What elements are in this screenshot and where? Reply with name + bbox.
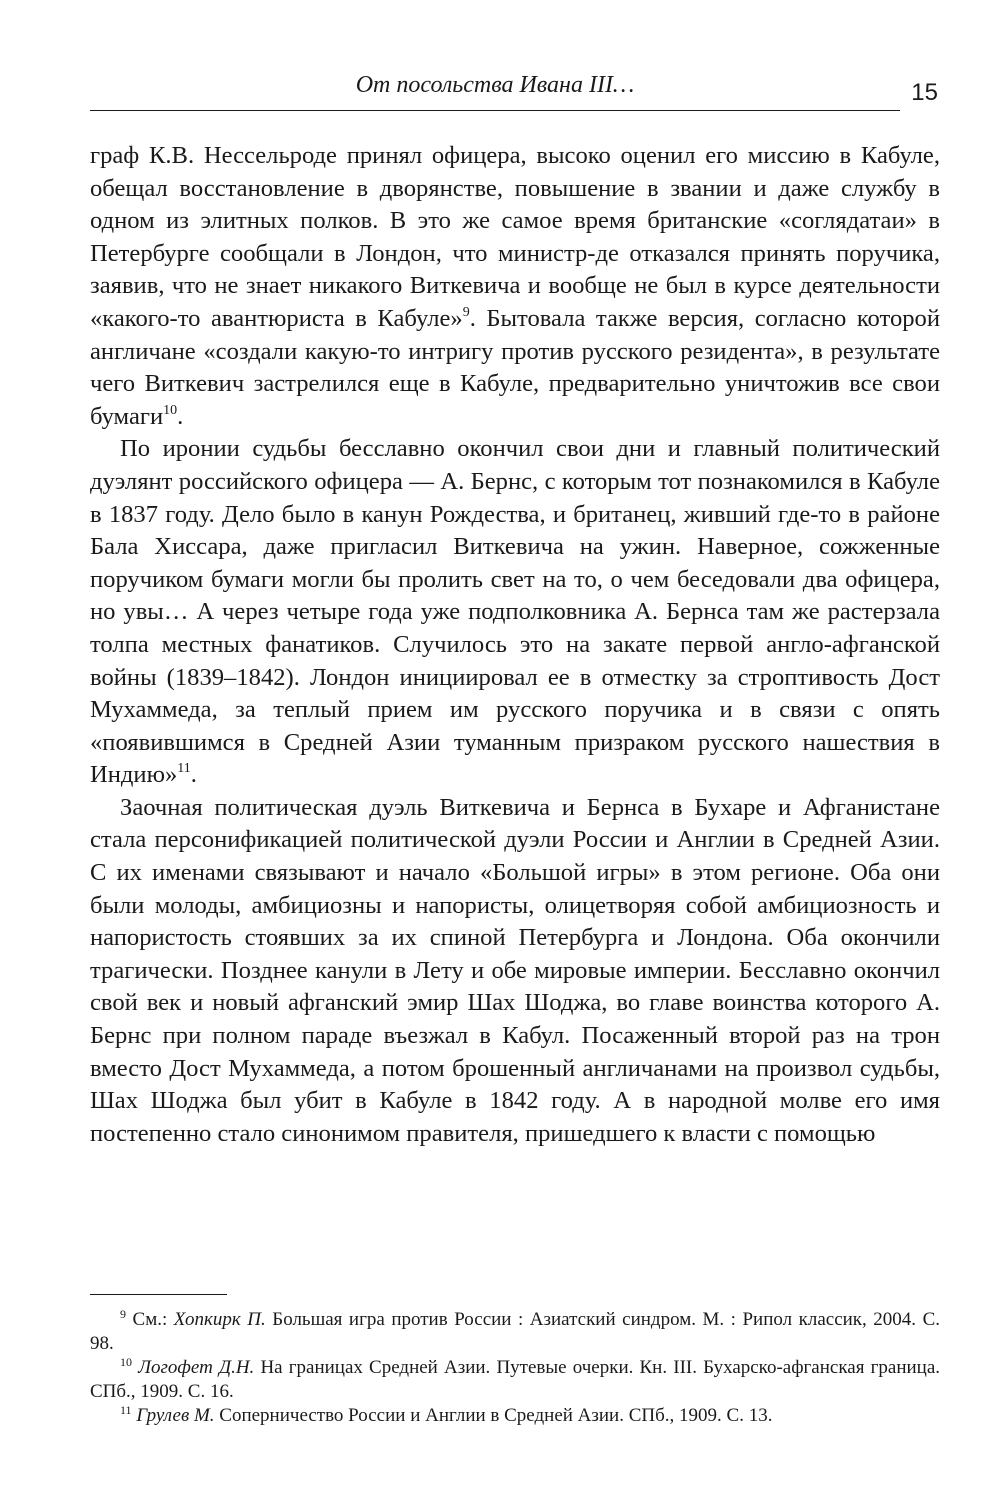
- paragraph-1: [90, 140, 940, 433]
- footnote-number: 9: [120, 1307, 126, 1321]
- footnote-number: 11: [120, 1403, 132, 1417]
- page-number: 15: [911, 79, 938, 106]
- footnote-9: [90, 1308, 940, 1356]
- footnote-number: 10: [120, 1355, 132, 1369]
- paragraph-1-text-b: . Бытовала также версия, согласно которой англичане «создали какую-то интригу против русского резидента», в результате чего Виткевич застрелился еще в Кабуле, предварительно уничтожив все свои бумаги: [90, 304, 941, 430]
- footnote-separator: [90, 1294, 227, 1295]
- footnote-text: Большая игра против России : Азиатский синдром. М. : Рипол классик, 2004. С. 98.: [90, 1309, 940, 1354]
- paragraph-1-text-c: .: [177, 402, 184, 430]
- header-rule: [90, 110, 900, 111]
- footnote-ref-11[interactable]: 11: [177, 761, 191, 777]
- footnote-prefix: См.:: [132, 1309, 174, 1330]
- footnote-author: Логофет Д.Н.: [138, 1357, 255, 1378]
- body-text: [90, 140, 940, 1150]
- footnote-text: На границах Средней Азии. Путевые очерки. Кн. III. Бухарско-афганская граница. СПб., 1909. С. 16.: [90, 1357, 941, 1402]
- footnote-ref-9[interactable]: 9: [462, 304, 470, 320]
- paragraph-2-text-a: По иронии судьбы бесславно окончил свои дни и главный политический дуэлянт российского офицера — А. Бернс, с которым тот познакомился в Кабуле в 1837 году. Дело было в канун Рождества, и британец, живший где-то в районе Бала Хиссара, даже пригласил Виткевича на ужин. Наверное, сожженные поручиком бумаги могли бы пролить свет на то, о чем беседовали два офицера, но увы… А через четыре года уже подполковника А. Бернса там же растерзала толпа местных фанатиков. Случилось это на закате первой англо-афганской войны (1839–1842). Лондон инициировал ее в отместку за строптивость Дост Мухаммеда, за теплый прием им русского поручика и в связи с опять «появившимся в Средней Азии туманным призраком русского нашествия в Индию»: [90, 435, 940, 789]
- running-head-title: От посольства Ивана III…: [355, 72, 635, 98]
- footnotes: [90, 1308, 940, 1428]
- footnote-text: Соперничество России и Англии в Средней Азии. СПб., 1909. С. 13.: [214, 1405, 773, 1426]
- paragraph-1-text-a: граф К.В. Нессельроде принял офицера, высоко оценил его миссию в Кабуле, обещал восстановление в дворянстве, повышение в звании и даже службу в одном из элитных полков. В это же самое время британские «соглядатаи» в Петербурге сообщали в Лондон, что министр-де отказался принять поручика, заявив, что не знает никакого Виткевича и вообще не был в курсе деятельности «какого-то авантюриста в Кабуле»: [90, 142, 940, 332]
- paragraph-2: [90, 433, 940, 792]
- footnote-10: [90, 1356, 940, 1404]
- paragraph-2-text-b: .: [190, 761, 197, 789]
- footnote-author: Хопкирк П.: [173, 1309, 266, 1330]
- footnote-11: [90, 1404, 940, 1428]
- footnote-ref-10[interactable]: 10: [163, 402, 178, 418]
- footnote-author: Грулев М.: [136, 1405, 215, 1426]
- paragraph-3: Заочная политическая дуэль Виткевича и Бернса в Бухаре и Афганистане стала персонификацией политической дуэли России и Англии в Средней Азии. С их именами связывают и начало «Большой игры» в этом регионе. Оба они были молоды, амбициозны и напористы, олицетворяя собой амбициозность и напористость стоявших за их спиной Петербурга и Лондона. Оба окончили трагически. Позднее канули в Лету и обе мировые империи. Бесславно окончил свой век и новый афганский эмир Шах Шоджа, во главе воинства которого А. Бернс при полном параде въезжал в Кабул. Посаженный второй раз на трон вместо Дост Мухаммеда, а потом брошенный англичанами на произвол судьбы, Шах Шоджа был убит в Кабуле в 1842 году. А в народной молве его имя постепенно стало синонимом правителя, пришедшего к власти с помощью: [90, 793, 940, 1147]
